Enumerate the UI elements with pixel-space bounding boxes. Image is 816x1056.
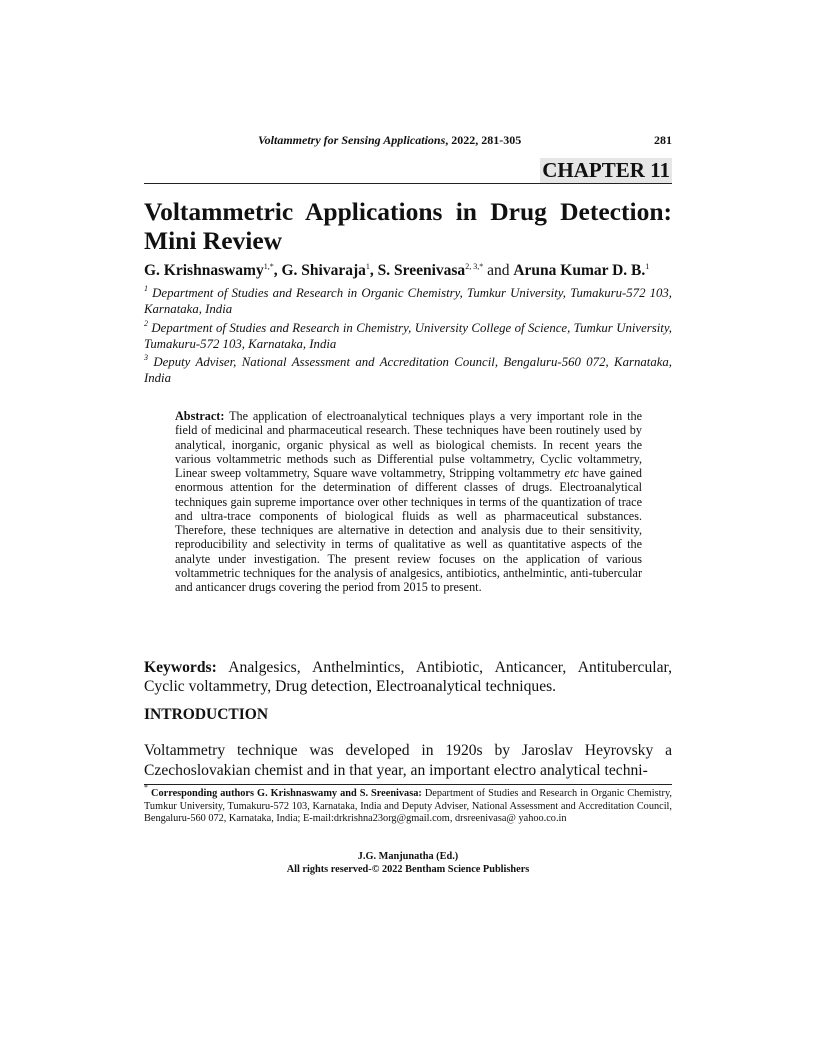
rights-line: All rights reserved-© 2022 Bentham Science Publishers [286, 864, 530, 875]
keywords-label: Keywords: [144, 659, 217, 676]
keywords [144, 658, 672, 696]
affiliation [144, 286, 672, 317]
abstract-text: The application of electroanalytical techniques plays a very important role in the field of medicinal and pharmaceutical research. These techniques have been routinely used by analytical, inorganic, organic physical as well as biological chemists. In recent years the various voltammetric methods such as Differential pulse voltammetry, Cyclic voltammetry, Linear sweep voltammetry, Square wave voltammetry, Stripping voltammetry [175, 409, 642, 480]
affiliation-text: Department of Studies and Research in Chemistry, University College of Science, Tumkur University, Tumakuru-572 103, Karnataka, India [144, 321, 672, 351]
footnote-label: Corresponding authors G. Krishnaswamy and S. Sreenivasa: [148, 788, 422, 799]
abstract-etc: etc [564, 466, 579, 480]
journal-citation [258, 133, 521, 148]
imprint [144, 850, 672, 876]
author-name: Aruna Kumar D. B. [513, 262, 646, 279]
affiliation-text: Deputy Adviser, National Assessment and Accreditation Council, Bengaluru-560 072, Karnataka, India [144, 355, 672, 385]
abstract [175, 409, 642, 594]
footnote-text: Department of Studies and Research in Organic Chemistry, Tumkur University, Tumakuru-572 103, Karnataka, India and Deputy Adviser, National Assessment and Accreditation Council, Bengaluru-560 072, Karnataka, India; E-mail:drkrishna23org@gmail.com, drsreenivasa@ yahoo.co.in [144, 788, 673, 825]
journal-info: , 2022, 281-305 [445, 133, 522, 147]
affiliation [144, 355, 672, 386]
section-heading: INTRODUCTION [144, 706, 269, 723]
author-sep: and [483, 262, 514, 279]
title-line-1: Voltammetric Applications in Drug Detection: [144, 197, 672, 226]
keywords-text: Analgesics, Anthelmintics, Antibiotic, Anticancer, Antitubercular, Cyclic voltammetry, Drug detection, Electroanalytical techniques. [144, 659, 672, 695]
author-list [144, 262, 672, 280]
editor-line: J.G. Manjunatha (Ed.) [357, 851, 459, 862]
abstract-label: Abstract: [175, 409, 225, 423]
author-name: G. Shivaraja [281, 262, 366, 279]
author-name: S. Sreenivasa [377, 262, 466, 279]
introduction-text: Voltammetry technique was developed in 1920s by Jaroslav Heyrovsky a Czechoslovakian chemist and in that year, an important electro analytical techni- [144, 742, 672, 779]
header-rule [144, 183, 672, 184]
footnote-rule [144, 784, 672, 785]
affiliation-text: Department of Studies and Research in Organic Chemistry, Tumkur University, Tumakuru-572 103, Karnataka, India [144, 286, 673, 316]
author-sup: 2, 3,* [465, 262, 484, 271]
author-sep: , [369, 262, 378, 279]
footnote-mark: * [144, 783, 148, 792]
author-sep: , [273, 262, 282, 279]
author-sup: 1,* [263, 262, 274, 271]
journal-title: Voltammetry for Sensing Applications [258, 133, 446, 147]
author-name: G. Krishnaswamy [144, 262, 264, 279]
affiliation-number: 2 [144, 319, 148, 328]
abstract-text-cont: have gained enormous attention for the determination of different classes of drugs. Electroanalytical techniques gain supreme importance over other techniques in terms of the quantization of trace and ultra-trace components of biological fluids as well as pharmaceutical substances. Therefore, these techniques are alternative in detection and analysis due to their sensitivity, reproducibility and selectivity in terms of qualitative as well as quantitative aspects of the analyte under investigation. The present review focuses on the application of various voltammetric techniques for the analysis of analgesics, antibiotics, anthelmintic, anti-tubercular and anticancer drugs covering the period from 2015 to present. [175, 466, 642, 594]
author-sup: 1 [365, 262, 370, 271]
affiliation-number: 1 [144, 284, 148, 293]
affiliation-number: 3 [144, 353, 148, 362]
author-sup: 1 [645, 262, 650, 271]
affiliation [144, 321, 672, 352]
page-number: 281 [654, 133, 672, 147]
footnote [144, 783, 673, 826]
chapter-label: CHAPTER 11 [542, 158, 670, 182]
paper-title [144, 197, 672, 255]
title-line-2: Mini Review [144, 226, 283, 255]
